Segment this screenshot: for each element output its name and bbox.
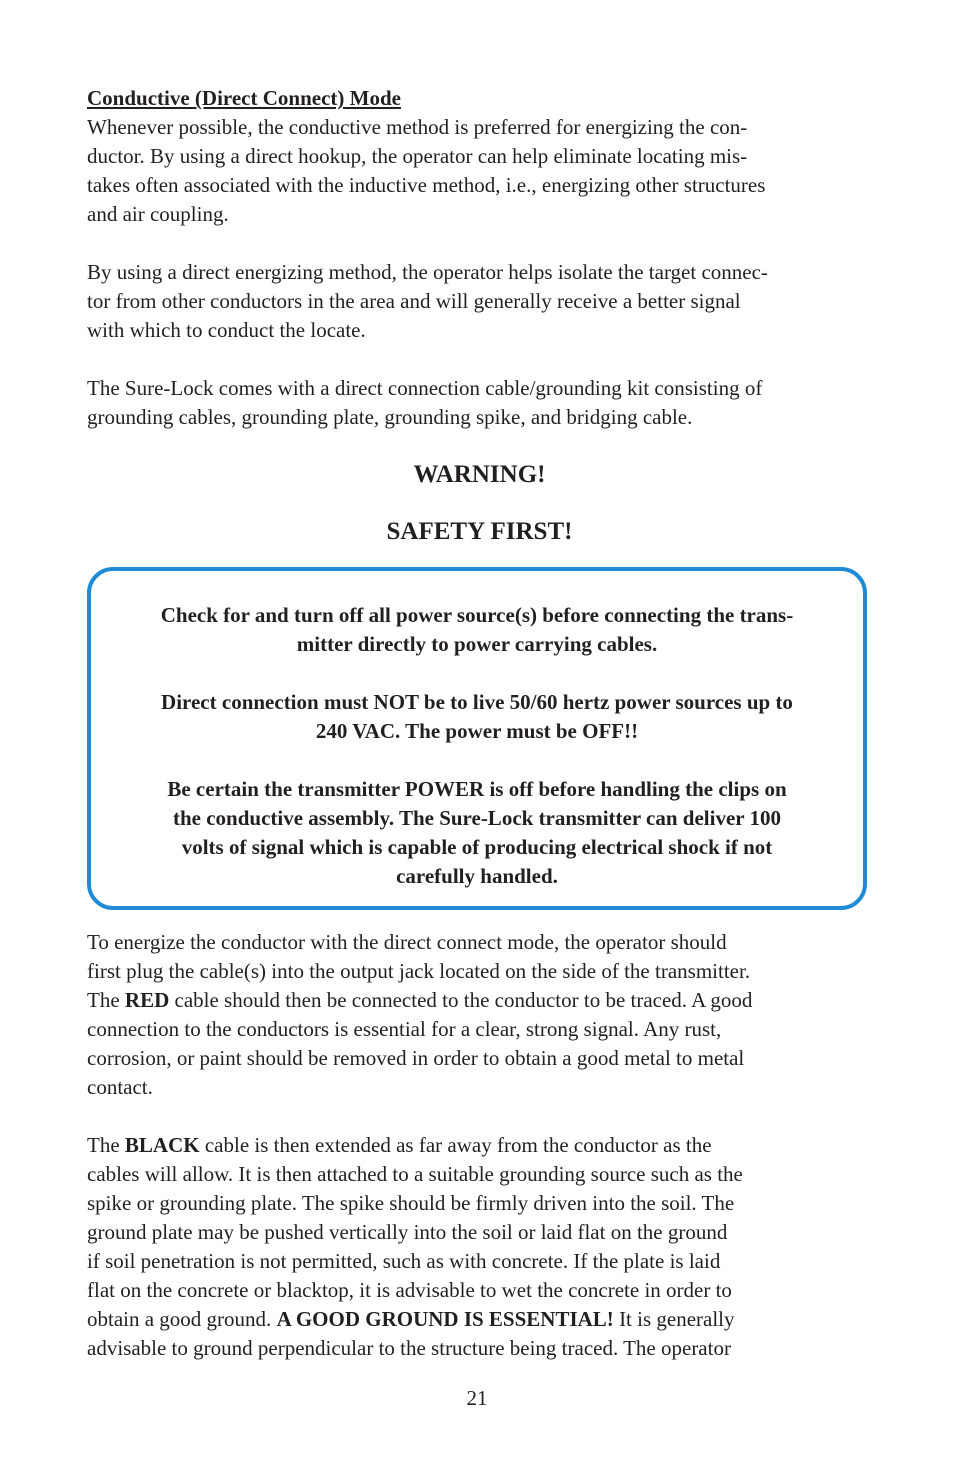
warning-para-1-line-1: Check for and turn off all power source(s) before connecting the trans- bbox=[160, 603, 794, 627]
paragraph-5-line-6: flat on the concrete or blacktop, it is advisable to wet the concrete in order to bbox=[87, 1278, 732, 1302]
warning-para-2-line-1: Direct connection must NOT be to live 50/60 hertz power sources up to bbox=[161, 690, 793, 714]
warning-para-3-line-3: volts of signal which is capable of producing electrical shock if not bbox=[181, 835, 773, 859]
paragraph-3-line-2: grounding cables, grounding plate, grounding spike, and bridging cable. bbox=[87, 405, 693, 429]
black-cable-label: BLACK bbox=[124, 1133, 200, 1157]
safety-warning-box bbox=[87, 567, 867, 910]
paragraph-4-line-2: first plug the cable(s) into the output jack located on the side of the transmitter. bbox=[87, 959, 751, 983]
safety-first-title: SAFETY FIRST! bbox=[386, 518, 573, 545]
paragraph-5-line-1: The BLACK cable is then extended as far away from the conductor as the bbox=[87, 1133, 712, 1157]
safety-warning-text bbox=[91, 601, 863, 891]
paragraph-3-line-1: The Sure-Lock comes with a direct connection cable/grounding kit consisting of bbox=[87, 376, 763, 400]
warning-para-2-line-2: 240 VAC. The power must be OFF!! bbox=[315, 719, 639, 743]
paragraph-5-line-7: obtain a good ground. A GOOD GROUND IS ESSENTIAL! It is generally bbox=[87, 1307, 735, 1331]
red-cable-label: RED bbox=[124, 988, 170, 1012]
warning-para-3-line-2: the conductive assembly. The Sure-Lock transmitter can deliver 100 bbox=[172, 806, 781, 830]
paragraph-5-line-4: ground plate may be pushed vertically into the soil or laid flat on the ground bbox=[87, 1220, 728, 1244]
paragraph-4-line-6: contact. bbox=[87, 1075, 153, 1099]
paragraph-1-line-2: ductor. By using a direct hookup, the operator can help eliminate locating mis- bbox=[87, 144, 748, 168]
page-number: 21 bbox=[466, 1386, 488, 1410]
paragraph-5-line-2: cables will allow. It is then attached to a suitable grounding source such as the bbox=[87, 1162, 743, 1186]
warning-para-3-line-4: carefully handled. bbox=[396, 864, 558, 888]
paragraph-1-line-3: takes often associated with the inductive method, i.e., energizing other structures bbox=[87, 173, 766, 197]
upper-text bbox=[87, 84, 872, 545]
paragraph-4-line-4: connection to the conductors is essential for a clear, strong signal. Any rust, bbox=[87, 1017, 722, 1041]
paragraph-4-line-1: To energize the conductor with the direct connect mode, the operator should bbox=[87, 930, 727, 954]
paragraph-2-line-3: with which to conduct the locate. bbox=[87, 318, 366, 342]
warning-para-3-line-1: Be certain the transmitter POWER is off before handling the clips on bbox=[167, 777, 787, 801]
paragraph-2-line-1: By using a direct energizing method, the operator helps isolate the target connec- bbox=[87, 260, 768, 284]
paragraph-4-line-3: The RED cable should then be connected to the conductor to be traced. A good bbox=[87, 988, 753, 1012]
warning-para-1-line-2: mitter directly to power carrying cables. bbox=[296, 632, 658, 656]
lower-text bbox=[87, 928, 872, 1363]
paragraph-5-line-8: advisable to ground perpendicular to the structure being traced. The operator bbox=[87, 1336, 731, 1360]
paragraph-5-line-3: spike or grounding plate. The spike should be firmly driven into the soil. The bbox=[87, 1191, 735, 1215]
paragraph-5-line-5: if soil penetration is not permitted, such as with concrete. If the plate is laid bbox=[87, 1249, 721, 1273]
paragraph-1-line-1: Whenever possible, the conductive method is preferred for energizing the con- bbox=[87, 115, 748, 139]
paragraph-4-line-5: corrosion, or paint should be removed in order to obtain a good metal to metal bbox=[87, 1046, 745, 1070]
section-heading: Conductive (Direct Connect) Mode bbox=[87, 86, 401, 110]
warning-title: WARNING! bbox=[413, 461, 546, 488]
paragraph-1-line-4: and air coupling. bbox=[87, 202, 229, 226]
paragraph-2-line-2: tor from other conductors in the area and will generally receive a better signal bbox=[87, 289, 741, 313]
good-ground-emphasis: A GOOD GROUND IS ESSENTIAL! bbox=[276, 1307, 614, 1331]
